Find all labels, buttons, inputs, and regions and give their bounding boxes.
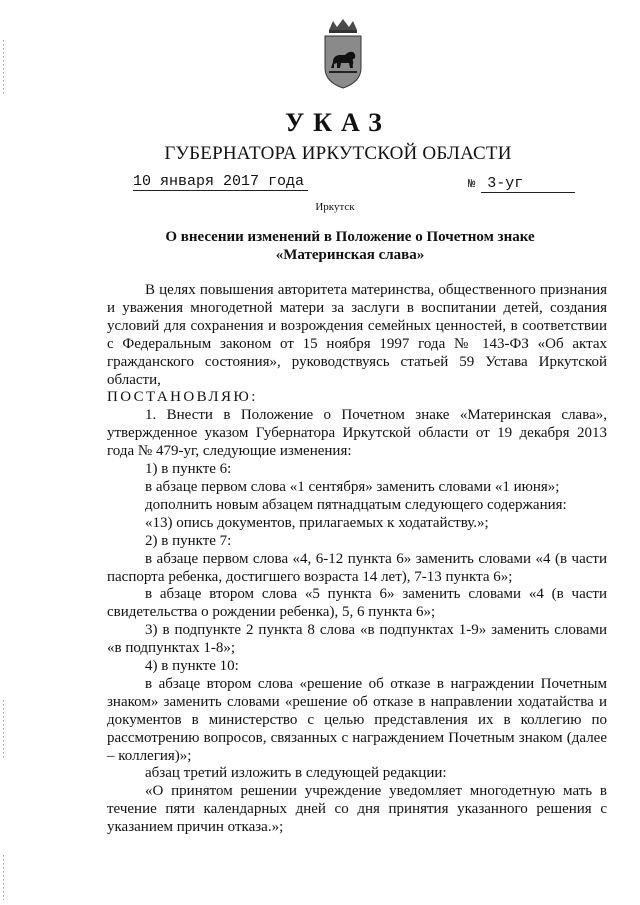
body-paragraph: 4) в пункте 10:: [145, 658, 239, 675]
number-sign: №: [468, 177, 476, 191]
heading-line-2: «Материнская слава»: [275, 247, 425, 263]
document-subtitle: ГУБЕРНАТОРА ИРКУТСКОЙ ОБЛАСТИ: [164, 143, 512, 164]
coat-of-arms-icon: [321, 18, 365, 90]
document-number: [468, 175, 575, 193]
body-paragraph: в абзаце первом слова «1 сентября» заменить словами «1 июня»;: [145, 478, 560, 495]
document-body: [107, 282, 607, 837]
body-paragraph: в абзаце первом слова «4, 6-12 пункта 6» заменить словами «4 (в части паспорта ребенка, достигшего возраста 14 лет), 7-13 пункта 6»;: [107, 550, 607, 585]
body-paragraph: абзац третий изложить в следующей редакции:: [145, 765, 447, 782]
body-paragraph: в абзаце втором слова «5 пункта 6» заменить словами «4 (в части свидетельства о рождении ребенка), 5, 6 пункта 6»;: [107, 586, 607, 621]
number-value: 3-уг: [481, 175, 575, 193]
body-paragraph: 1) в пункте 6:: [145, 461, 232, 478]
scan-edge-middle: [3, 700, 4, 760]
body-paragraph: В целях повышения авторитета материнства, общественного признания и уважения многодетной матери за заслуги в воспитании детей, создания условий для сохранения и возрождения семейных ценностей, в соответствии с Федеральным законом от 15 ноября 1997 года № 143-ФЗ «Об актах гражданского состояния», руководствуясь статьей 59 Устава Иркутской области,: [107, 282, 607, 388]
body-paragraph: 2) в пункте 7:: [145, 532, 232, 549]
body-paragraph: 1. Внести в Положение о Почетном знаке «Материнская слава», утвержденное указом Губернатора Иркутской области от 19 декабря 2013 года № 479-уг, следующие изменения:: [107, 407, 607, 460]
body-paragraph: «О принятом решении учреждение уведомляет многодетную мать в течение пяти календарных дней со дня принятия указанного решения с указанием причин отказа.»;: [107, 783, 607, 836]
body-paragraph: «13) опись документов, прилагаемых к ходатайству.»;: [145, 514, 489, 531]
heading-line-1: О внесении изменений в Положение о Почетном знаке: [165, 229, 535, 245]
body-paragraph: 3) в подпункте 2 пункта 8 слова «в подпунктах 1-9» заменить словами «в подпунктах 1-8»;: [107, 622, 607, 657]
document-date: [133, 173, 308, 190]
document-city: Иркутск: [315, 201, 355, 213]
resolution-word: ПОСТАНОВЛЯЮ:: [107, 389, 258, 406]
body-paragraph: дополнить новым абзацем пятнадцатым следующего содержания:: [145, 496, 567, 513]
document-heading: [150, 228, 550, 264]
document-title: УКАЗ: [285, 108, 391, 137]
body-paragraph: в абзаце втором слова «решение об отказе в награждении Почетным знаком» заменить словами «решение об отказе в направлении ходатайства и документов в министерство с целью представления их в коллегию по рассмотрению вопросов, связанных с награждением Почетным знаком (далее – коллегия)»;: [107, 675, 607, 764]
scan-edge-top: [3, 40, 4, 95]
date-value: 10 января 2017 года: [133, 173, 308, 191]
scan-edge-bottom: [3, 855, 4, 900]
